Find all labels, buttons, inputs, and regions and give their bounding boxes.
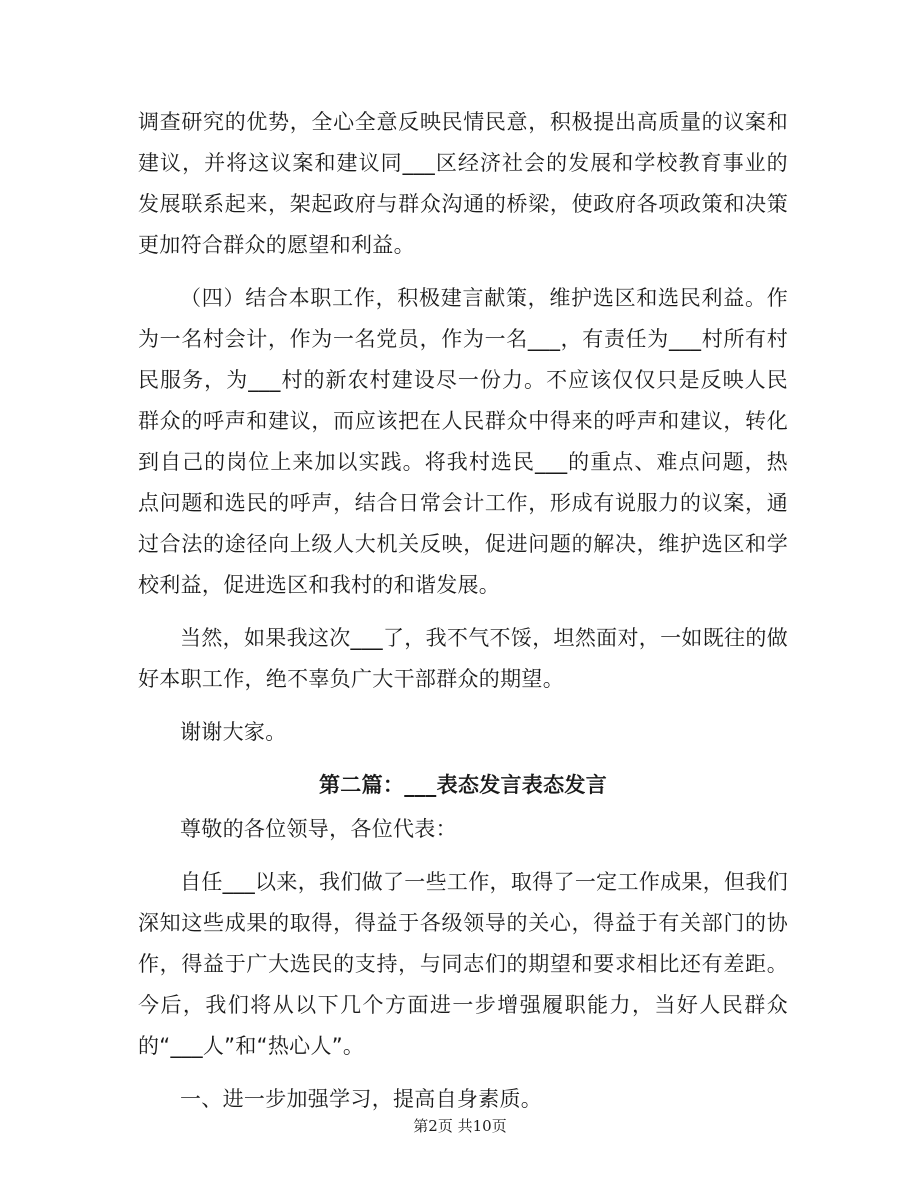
document-body xyxy=(138,102,788,1132)
paragraph-intro: 自任___以来，我们做了一些工作，取得了一定工作成果，但我们深知这些成果的取得，得益于各级领导的关心，得益于有关部门的协作，得益于广大选民的支持，与同志们的期望和要求相比还有差距。今后，我们将从以下几个方面进一步增强履职能力，当好人民群众的“___人”和“热心人”。 xyxy=(138,870,788,1058)
paragraph-point-one: 一、进一步加强学习，提高自身素质。 xyxy=(180,1087,543,1111)
section-title: 第二篇：___表态发言表态发言 xyxy=(319,773,607,797)
paragraph-salutation: 尊敬的各位领导，各位代表： xyxy=(180,817,457,841)
paragraph-section-four: （四）结合本职工作，积极建言献策，维护选区和选民利益。作为一名村会计，作为一名党员，作为一名___，有责任为___村所有村民服务，为___村的新农村建设尽一份力。不应该仅仅只是反映人民群众的呼声和建议，而应该把在人民群众中得来的呼声和建议，转化到自己的岗位上来加以实践。将我村选民___的重点、难点问题，热点问题和选民的呼声，结合日常会计工作，形成有说服力的议案，通过合法的途径向上级人大机关反映，促进问题的解决，维护选区和学校利益，促进选区和我村的和谐发展。 xyxy=(138,286,788,597)
paragraph-continuation: 调查研究的优势，全心全意反映民情民意，积极提出高质量的议案和建议，并将这议案和建议同___区经济社会的发展和学校教育事业的发展联系起来，架起政府与群众沟通的桥梁，使政府各项政策和决策更加符合群众的愿望和利益。 xyxy=(138,110,788,257)
paragraph-thanks: 谢谢大家。 xyxy=(180,720,287,744)
page-number-footer: 第2页 共10页 xyxy=(413,1117,507,1135)
paragraph-closing: 当然，如果我这次___了，我不气不馁，坦然面对，一如既往的做好本职工作，绝不辜负广大干部群众的期望。 xyxy=(138,626,788,691)
